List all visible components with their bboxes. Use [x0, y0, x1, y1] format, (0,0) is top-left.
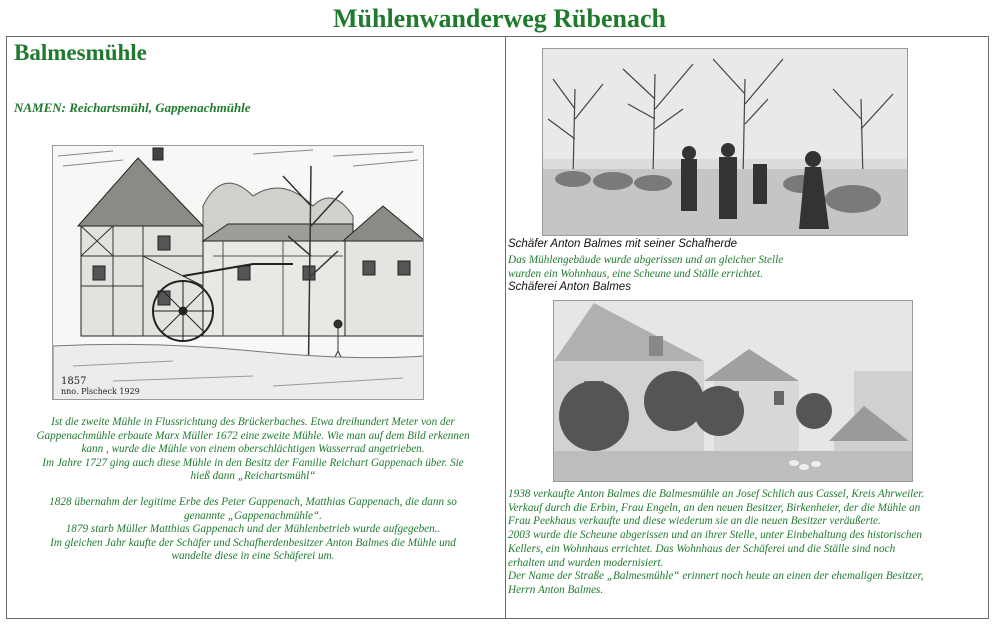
sketch-signature-1: 1857	[61, 376, 87, 387]
right-history-text: 1938 verkaufte Anton Balmes die Balmesmühle an Josef Schlich aus Cassel, Kreis Ahrweiler. Verkauf durch die Erbin, Frau Engeln, an den neuen Besitzer, Birkenheier, der die Mühle an Frau Peekhaus verkaufte und diese wiederum sie an die neuen Besitzer veräußerte. 2003 wurde die Scheune abgerissen und an ihrer Stelle, unter Einbehaltung des historischen Kellers, ein Wohnhaus errichtet. Das Wohnhaus der Schäferei und die Ställe sind noch erhalten und wurden modernisiert. Der Name der Straße „Balmesmühle“ erinnert noch heute an einen der ehemaligen Besitzer, Herrn Anton Balmes.	[508, 488, 925, 596]
sheep-farm-photo	[553, 300, 913, 482]
mill-names: NAMEN: Reichartsmühl, Gappenachmühle	[14, 100, 251, 115]
mill-heading: Balmesmühle	[14, 40, 147, 65]
shepherd-photo	[542, 48, 908, 236]
caption-building-note: Das Mühlengebäude wurde abgerissen und an gleicher Stelle wurden ein Wohnhaus, eine Scheune und Ställe errichtet.	[508, 254, 784, 280]
column-divider	[505, 36, 506, 619]
caption-sheep-farm: Schäferei Anton Balmes	[508, 281, 631, 293]
left-history-text: Ist die zweite Mühle in Flussrichtung des Brückerbaches. Etwa dreihundert Meter von der Gappenachmühle erbaute Marx Müller 1672 eine zweite Mühle. Wie man auf dem Bild erkennen kann , wurde die Mühle von einem oberschlächtigen Wasserrad angetrieben. Im Jahre 1727 ging auch diese Mühle in den Besitz der Familie Reichart Gappenach über. Sie hieß dann „Reichartsmühl“ 1828 übernahm der legitime Erbe des Peter Gappenach, Matthias Gappenach, die dann so genannte „Gappenachmühle“. 1879 starb Müller Matthias Gappenach und der Mühlenbetrieb wurde aufgegeben.. Im gleichen Jahr kaufte der Schäfer und Schafherdenbesitzer Anton Balmes die Mühle und wandelte diese in eine Schäferei um.	[36, 416, 470, 563]
sketch-signature-2: nno. Plscheck 1929	[61, 387, 140, 396]
mill-sketch-image	[52, 145, 424, 400]
page-title: Mühlenwanderweg Rübenach	[333, 4, 666, 33]
caption-shepherd: Schäfer Anton Balmes mit seiner Schafherde	[508, 238, 738, 250]
